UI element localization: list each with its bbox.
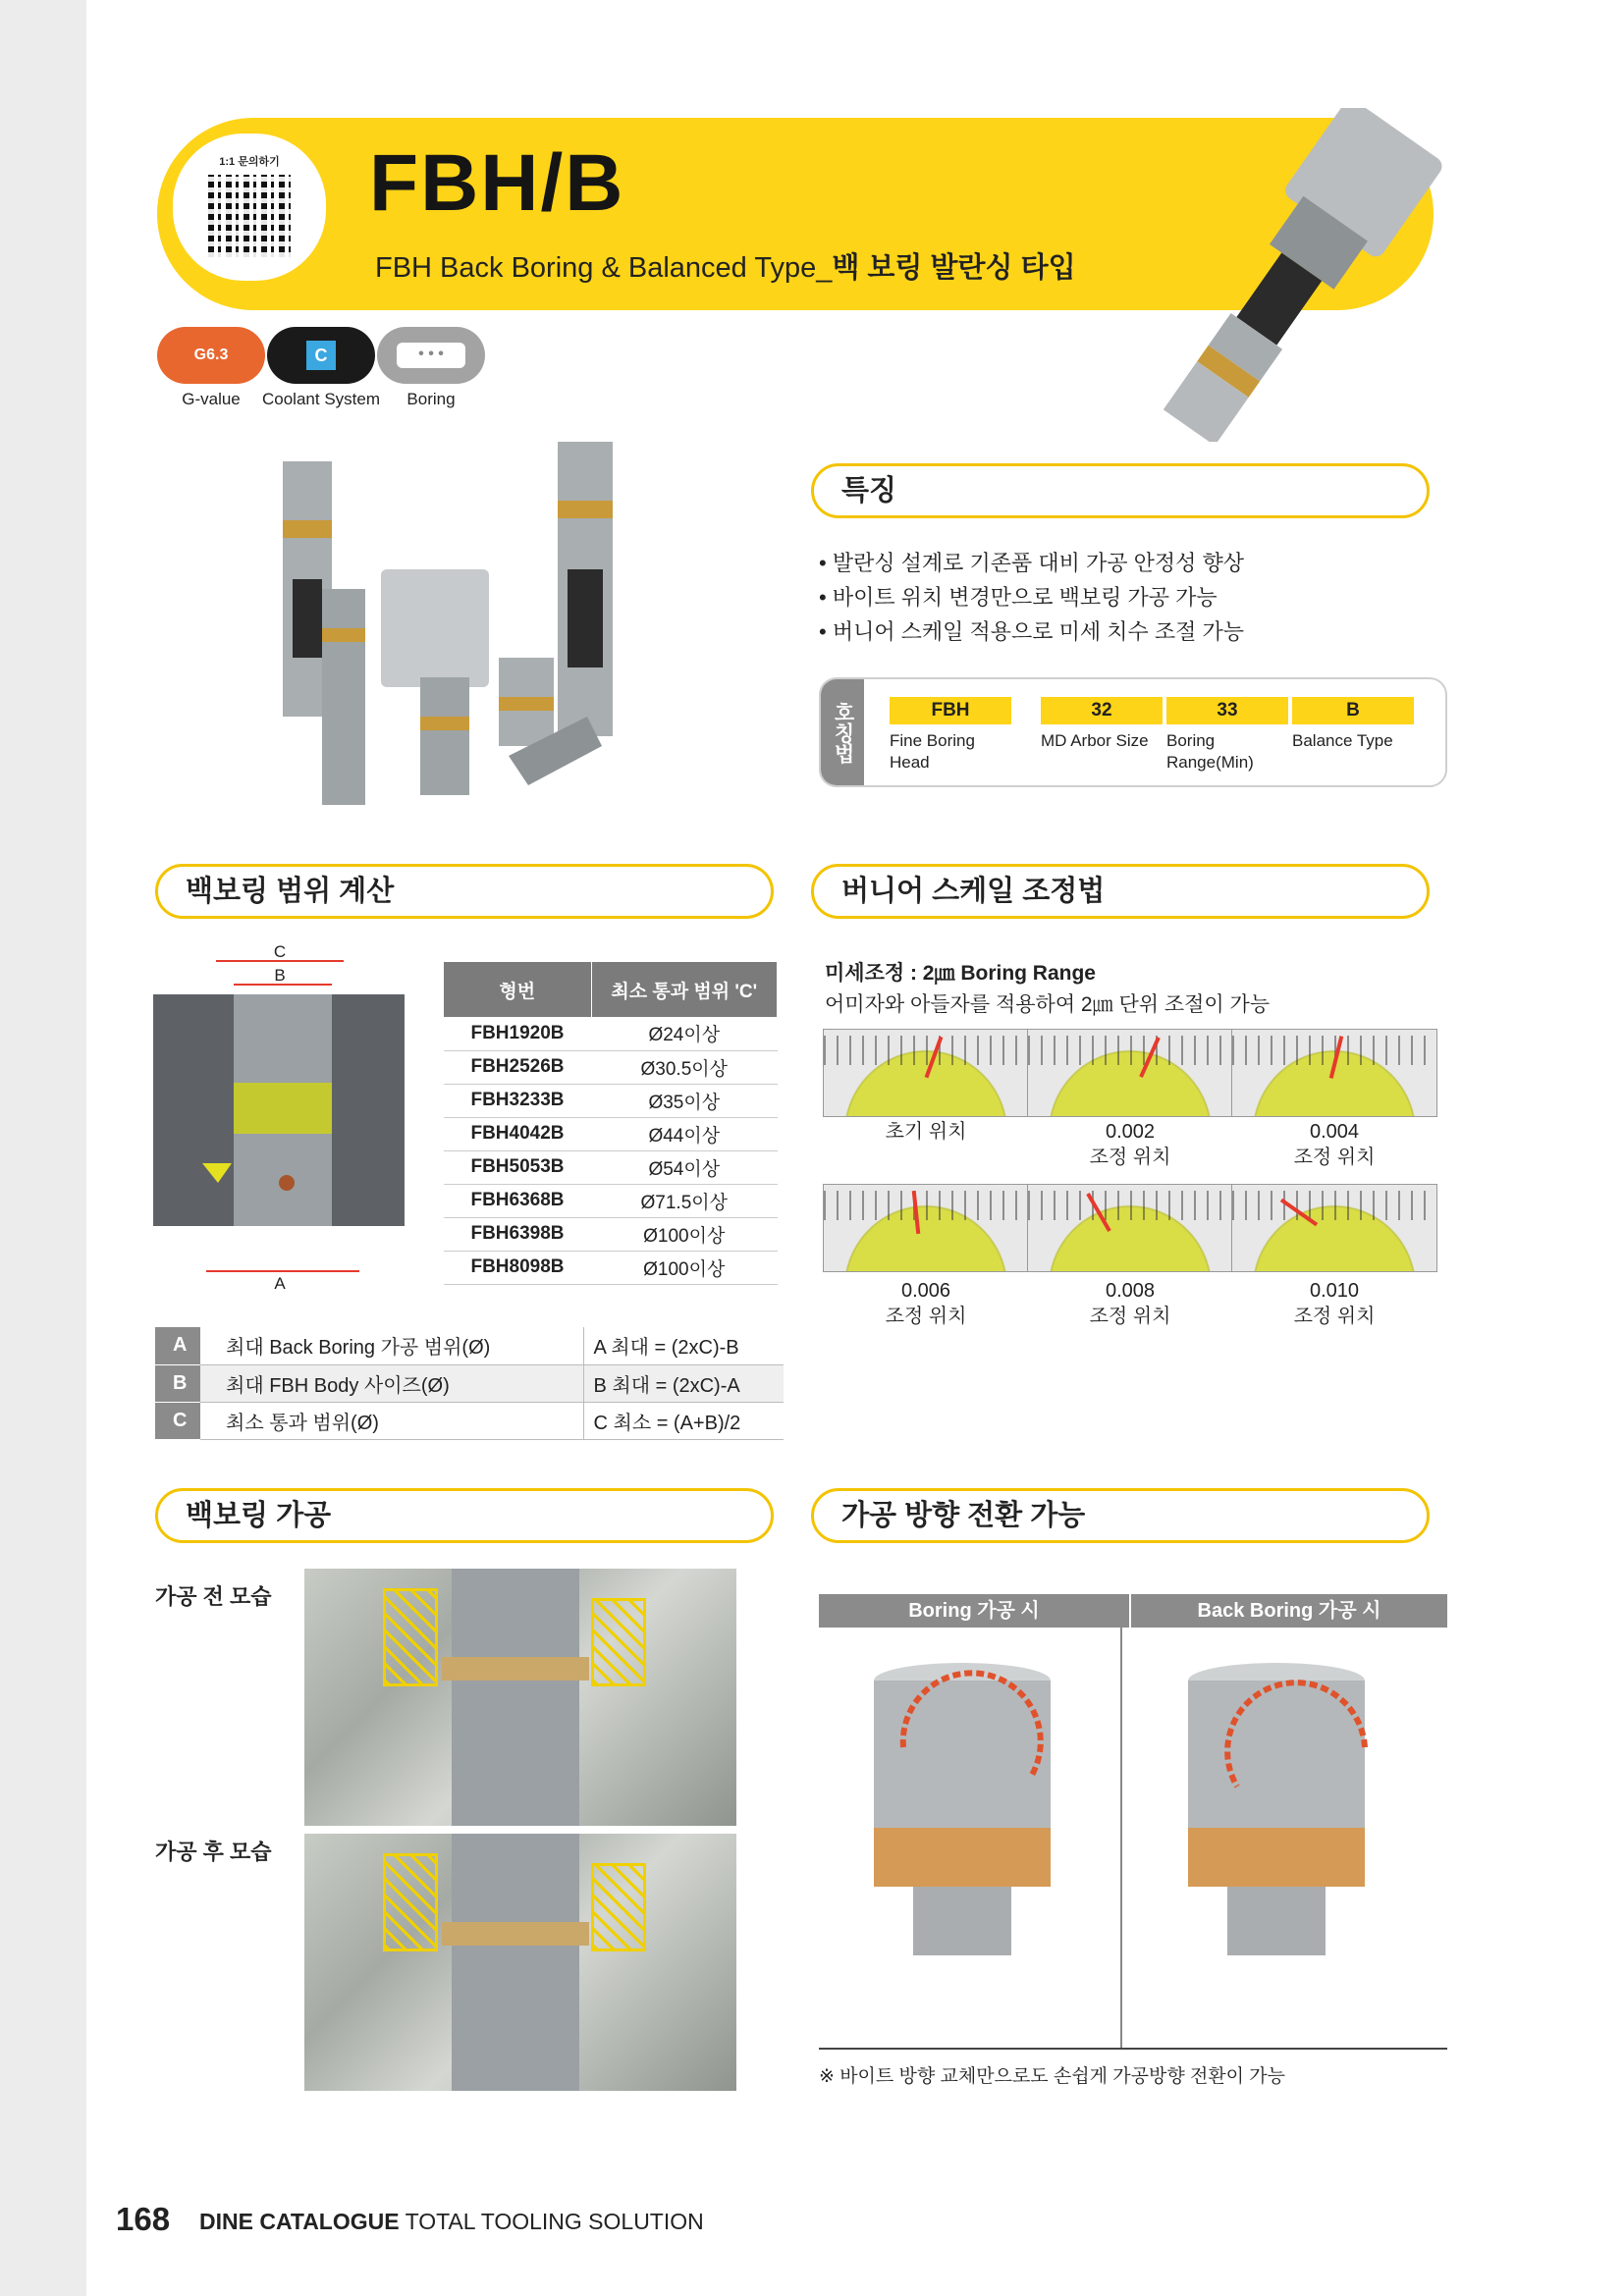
range-cell: Ø54이상 (591, 1150, 778, 1184)
table-row (444, 1184, 778, 1217)
formula-row (155, 1327, 784, 1364)
boring-label: Boring (406, 390, 456, 408)
naming-side-label: 호칭법 (821, 679, 864, 785)
model-cell: FBH1920B (444, 1017, 591, 1050)
table-row (444, 1017, 778, 1050)
dial-caption (1027, 1119, 1233, 1170)
vernier-line1: 미세조정 : 2㎛ Boring Range (825, 962, 1096, 985)
formula-value: A 최대 = (2xC)-B (583, 1327, 784, 1364)
formula-value: C 최소 = (A+B)/2 (583, 1402, 784, 1439)
page-number: 168 (116, 2201, 171, 2237)
vernier-dial (823, 1029, 1029, 1117)
vernier-dial (1231, 1184, 1437, 1272)
g-value-label: G-value (182, 390, 241, 408)
dial-caption (1027, 1278, 1233, 1329)
model-cell: FBH3233B (444, 1084, 591, 1117)
model-cell: FBH6368B (444, 1184, 591, 1217)
boring-badge (377, 327, 485, 384)
boring-range-diagram (153, 937, 408, 1291)
formula-key: B (155, 1364, 200, 1402)
feature-item: • 버니어 스케일 적용으로 미세 치수 조절 가능 (819, 619, 1245, 644)
naming-desc: Fine Boring Head (890, 731, 975, 772)
vernier-dial (1027, 1029, 1233, 1117)
qr-code-icon[interactable] (208, 175, 291, 257)
dial-label: 조정 위치 (1089, 1147, 1171, 1168)
back-boring-col-header: Back Boring 가공 시 (1131, 1594, 1447, 1628)
boring-icon: • • • (397, 343, 465, 368)
table-header: 형번 (444, 962, 591, 1017)
after-label: 가공 후 모습 (155, 1840, 272, 1864)
subtitle-en: FBH Back Boring & Balanced Type_ (375, 252, 833, 284)
formula-desc: 최대 Back Boring 가공 범위(Ø) (200, 1327, 583, 1364)
features-header (811, 463, 1430, 518)
naming-col (1041, 697, 1163, 752)
table-row (444, 1117, 778, 1150)
dial-caption (1231, 1119, 1437, 1170)
diagram-label-b: B (274, 966, 286, 985)
naming-desc: MD Arbor Size (1041, 731, 1149, 750)
range-cell: Ø100이상 (591, 1217, 778, 1251)
dial-value: 0.006 (900, 1280, 951, 1302)
hero-tool-image (1119, 108, 1473, 442)
range-cell: Ø44이상 (591, 1117, 778, 1150)
naming-code: 33 (1166, 697, 1288, 724)
naming-box (819, 677, 1447, 787)
vernier-dial (1027, 1184, 1233, 1272)
model-cell: FBH8098B (444, 1251, 591, 1284)
product-group-image (263, 432, 676, 825)
table-header: 최소 통과 범위 'C' (591, 962, 778, 1017)
footer-text (199, 2209, 704, 2235)
dial-value: 0.008 (1105, 1280, 1156, 1302)
diagram-label-c: C (273, 942, 287, 961)
naming-col (890, 697, 1011, 774)
column-divider (1120, 1628, 1122, 2048)
footer-tagline: TOTAL TOOLING SOLUTION (399, 2209, 704, 2234)
model-cell: FBH5053B (444, 1150, 591, 1184)
dial-label: 조정 위치 (885, 1306, 967, 1327)
range-cell: Ø100이상 (591, 1251, 778, 1284)
formula-value: B 최대 = (2xC)-A (583, 1364, 784, 1402)
bottom-rule (819, 2048, 1447, 2050)
dial-value: 0.004 (1309, 1121, 1360, 1143)
diagram-label-a: A (274, 1274, 286, 1291)
g-value-text: G6.3 (193, 347, 229, 363)
back-boring-tool-image (1168, 1659, 1414, 1973)
feature-item: • 발란싱 설계로 기존품 대비 가공 안정성 향상 (819, 551, 1245, 575)
before-label: 가공 전 모습 (155, 1584, 272, 1609)
dial-label: 조정 위치 (1293, 1306, 1376, 1327)
range-table (444, 962, 778, 1285)
features-list (819, 546, 1244, 649)
table-row (444, 1217, 778, 1251)
feature-item: • 바이트 위치 변경만으로 백보링 가공 가능 (819, 585, 1218, 610)
model-cell: FBH4042B (444, 1117, 591, 1150)
range-cell: Ø35이상 (591, 1084, 778, 1117)
back-boring-process-title: 백보링 가공 (186, 1500, 332, 1531)
table-row (444, 1150, 778, 1184)
formula-row (155, 1402, 784, 1439)
g-value-badge (157, 327, 265, 384)
vernier-dial (1231, 1029, 1437, 1117)
vernier-dial (823, 1184, 1029, 1272)
naming-col (1292, 697, 1414, 752)
vernier-title: 버니어 스케일 조정법 (841, 876, 1106, 907)
after-machining-photo (304, 1834, 736, 2091)
qr-box[interactable] (173, 133, 326, 281)
features-title: 특징 (841, 475, 897, 507)
direction-title: 가공 방향 전환 가능 (841, 1500, 1086, 1531)
naming-desc: Boring Range(Min) (1166, 731, 1254, 772)
back-boring-process-header (155, 1488, 774, 1543)
page-subtitle (375, 245, 1076, 286)
subtitle-ko: 백 보링 발란싱 타입 (832, 252, 1076, 284)
direction-table-header (819, 1594, 1447, 1628)
coolant-badge (267, 327, 375, 384)
model-cell: FBH6398B (444, 1217, 591, 1251)
range-cell: Ø24이상 (591, 1017, 778, 1050)
naming-code: FBH (890, 697, 1011, 724)
naming-desc: Balance Type (1292, 731, 1393, 750)
formula-key: C (155, 1402, 200, 1439)
naming-code: B (1292, 697, 1414, 724)
formula-desc: 최대 FBH Body 사이즈(Ø) (200, 1364, 583, 1402)
footer-brand: DINE CATALOGUE (199, 2209, 400, 2234)
coolant-icon: C (306, 341, 336, 370)
vernier-line2: 어미자와 아들자를 적용하여 2㎛ 단위 조절이 가능 (825, 993, 1271, 1016)
before-machining-photo (304, 1569, 736, 1826)
table-row (444, 1084, 778, 1117)
left-sidebar (0, 0, 86, 2296)
range-cell: Ø71.5이상 (591, 1184, 778, 1217)
naming-code: 32 (1041, 697, 1163, 724)
direction-note: ※ 바이트 방향 교체만으로도 손쉽게 가공방향 전환이 가능 (819, 2066, 1286, 2087)
vernier-desc (825, 958, 1270, 1021)
formula-row (155, 1364, 784, 1402)
page-title: FBH/B (369, 138, 625, 228)
formula-table (155, 1327, 784, 1440)
direction-header (811, 1488, 1430, 1543)
range-table-header (444, 962, 778, 1017)
vernier-header (811, 864, 1430, 919)
dial-caption (1231, 1278, 1437, 1329)
boring-col-header: Boring 가공 시 (819, 1594, 1129, 1628)
back-boring-range-header (155, 864, 774, 919)
range-cell: Ø30.5이상 (591, 1050, 778, 1084)
model-cell: FBH2526B (444, 1050, 591, 1084)
dial-label: 조정 위치 (1293, 1147, 1376, 1168)
coolant-label: Coolant System (262, 390, 380, 408)
naming-col (1166, 697, 1288, 774)
boring-tool-image (854, 1659, 1100, 1973)
dial-caption (823, 1119, 1029, 1145)
dial-value: 0.002 (1105, 1121, 1156, 1143)
dial-label: 조정 위치 (1089, 1306, 1171, 1327)
qr-label: 1:1 문의하기 (219, 156, 280, 168)
table-row (444, 1251, 778, 1284)
formula-key: A (155, 1327, 200, 1364)
table-row (444, 1050, 778, 1084)
formula-desc: 최소 통과 범위(Ø) (200, 1402, 583, 1439)
dial-caption (823, 1278, 1029, 1329)
dial-value: 0.010 (1309, 1280, 1360, 1302)
dial-label: 초기 위치 (885, 1121, 967, 1143)
back-boring-range-title: 백보링 범위 계산 (186, 876, 395, 907)
